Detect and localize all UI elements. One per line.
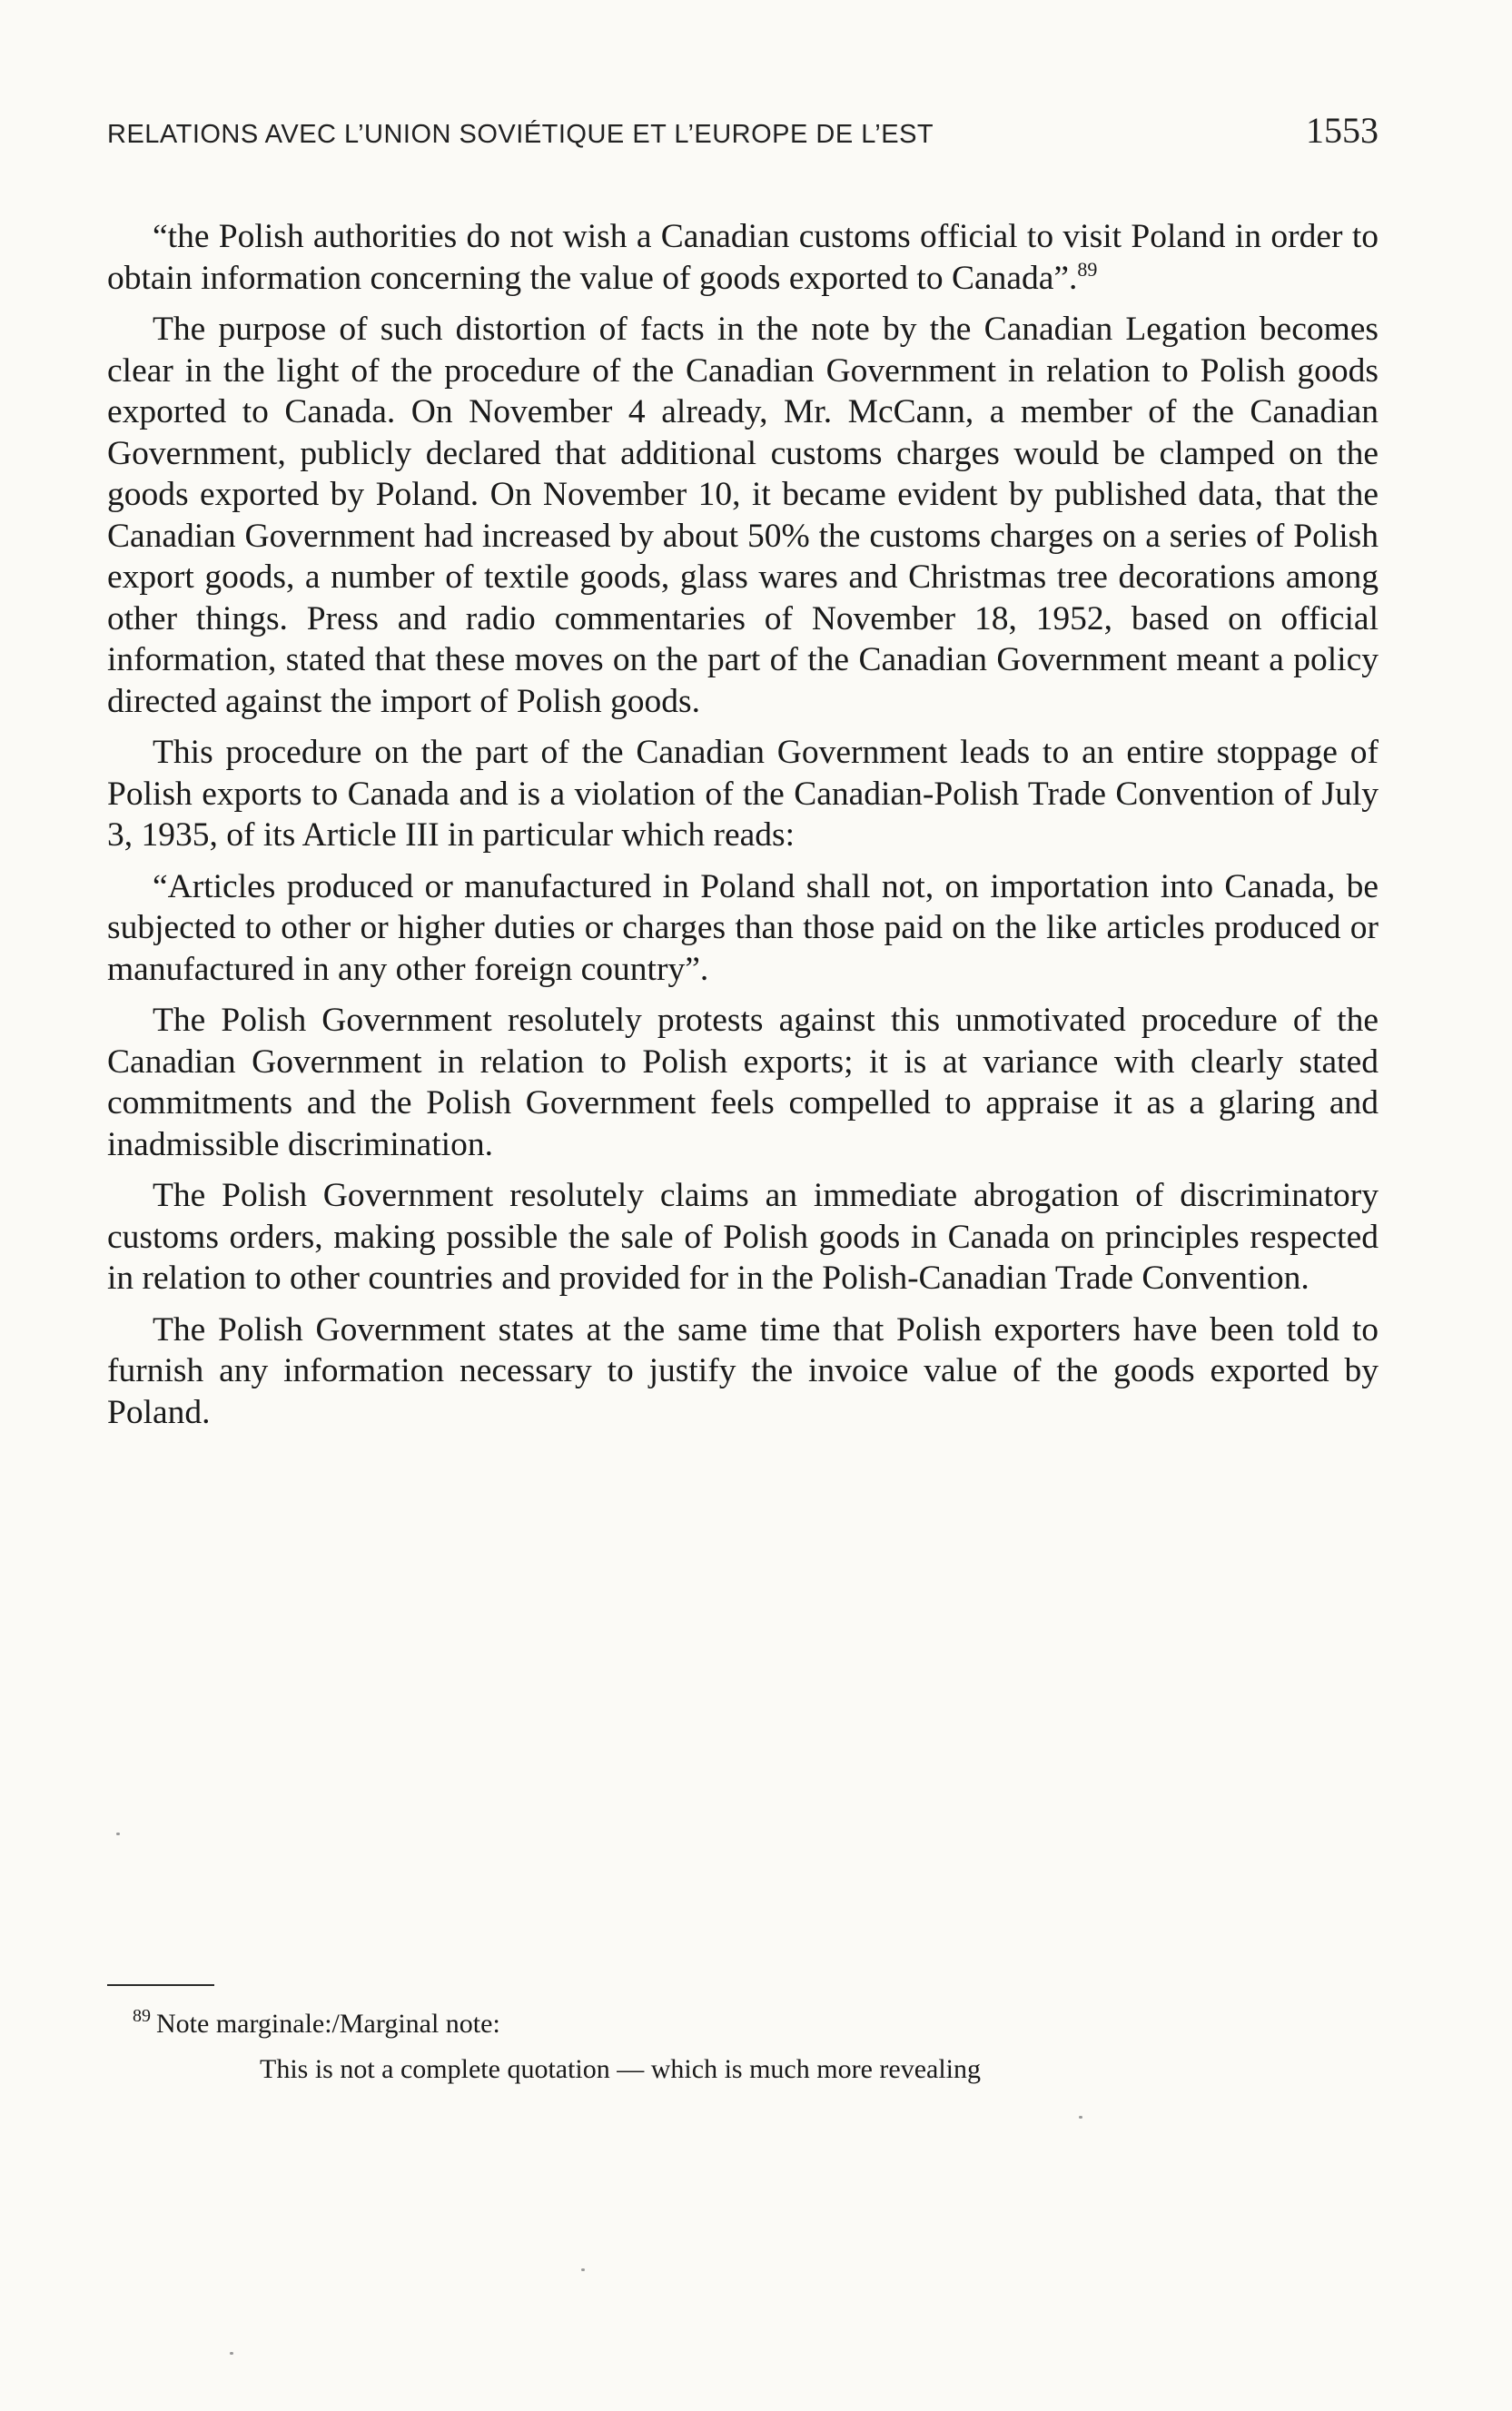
footnote-label-line (133, 2006, 1379, 2042)
paragraph-text: “the Polish authorities do not wish a Canadian customs official to visit Poland in order to obtain information concerning the value of goods exported to Canada”. (107, 218, 1379, 297)
quoted-article: “Articles produced or manufactured in Poland shall not, on importation into Canada, be subjected to other or higher duties or charges than those paid on the like articles produced or manufactured in any other foreign country”. (107, 867, 1379, 988)
scan-speck (1079, 2116, 1082, 2119)
footnote-block (107, 1984, 1379, 2088)
paragraph: The purpose of such distortion of facts in the note by the Canadian Legation becomes clear in the light of the procedure of the Canadian Government in relation to Polish goods exported to Canada. On November 4 already, Mr. McCann, a member of the Canadian Government, publicly declared that additional customs charges would be clamped on the goods exported by Poland. On November 10, it became evident by published data, that the Canadian Government had increased by about 50% the customs charges on a series of Polish export goods, a number of textile goods, glass wares and Christmas tree decorations among other things. Press and radio commentaries of November 18, 1952, based on official information, stated that these moves on the part of the Canadian Government meant a policy directed against the import of Polish goods. (107, 311, 1379, 720)
paragraph: The Polish Government resolutely protests against this unmotivated procedure of the Canadian Government in relation to Polish exports; it is at variance with clearly stated commitments and the Polish Government feels compelled to appraise it as a glaring and inadmissible discrimination. (107, 1002, 1379, 1163)
paragraph: This procedure on the part of the Canadian Government leads to an entire stoppage of Polish exports to Canada and is a violation of the Canadian-Polish Trade Convention of July 3, 1935, of its Article III in particular which reads: (107, 734, 1379, 854)
running-title: RELATIONS AVEC L’UNION SOVIÉTIQUE ET L’EUROPE DE L’EST (107, 120, 934, 149)
scan-speck (116, 1833, 120, 1835)
footnote-label: Note marginale:/Marginal note: (156, 2009, 500, 2039)
paragraph: The Polish Government states at the same time that Polish exporters have been told to furnish any information necessary to justify the invoice value of the goods exported by Poland. (107, 1310, 1379, 1431)
footnote-reference[interactable]: 89 (1077, 257, 1098, 281)
page-number: 1553 (1306, 110, 1379, 151)
scan-speck (581, 2268, 585, 2271)
scan-speck (230, 2352, 233, 2355)
paragraph-quote-continuation (107, 216, 1379, 299)
footnote-text: This is not a complete quotation — which is much more revealing (260, 2054, 981, 2084)
paragraph: The Polish Government resolutely claims an immediate abrogation of discriminatory customs orders, making possible the sale of Polish goods in Canada on principles respected in relation to other countries and provided for in the Polish-Canadian Trade Convention. (107, 1177, 1379, 1297)
running-header (107, 109, 1379, 160)
footnote-number: 89 (133, 2006, 151, 2026)
body-text (107, 216, 1379, 1433)
footnote-divider (107, 1984, 214, 1986)
document-page (107, 109, 1379, 1443)
